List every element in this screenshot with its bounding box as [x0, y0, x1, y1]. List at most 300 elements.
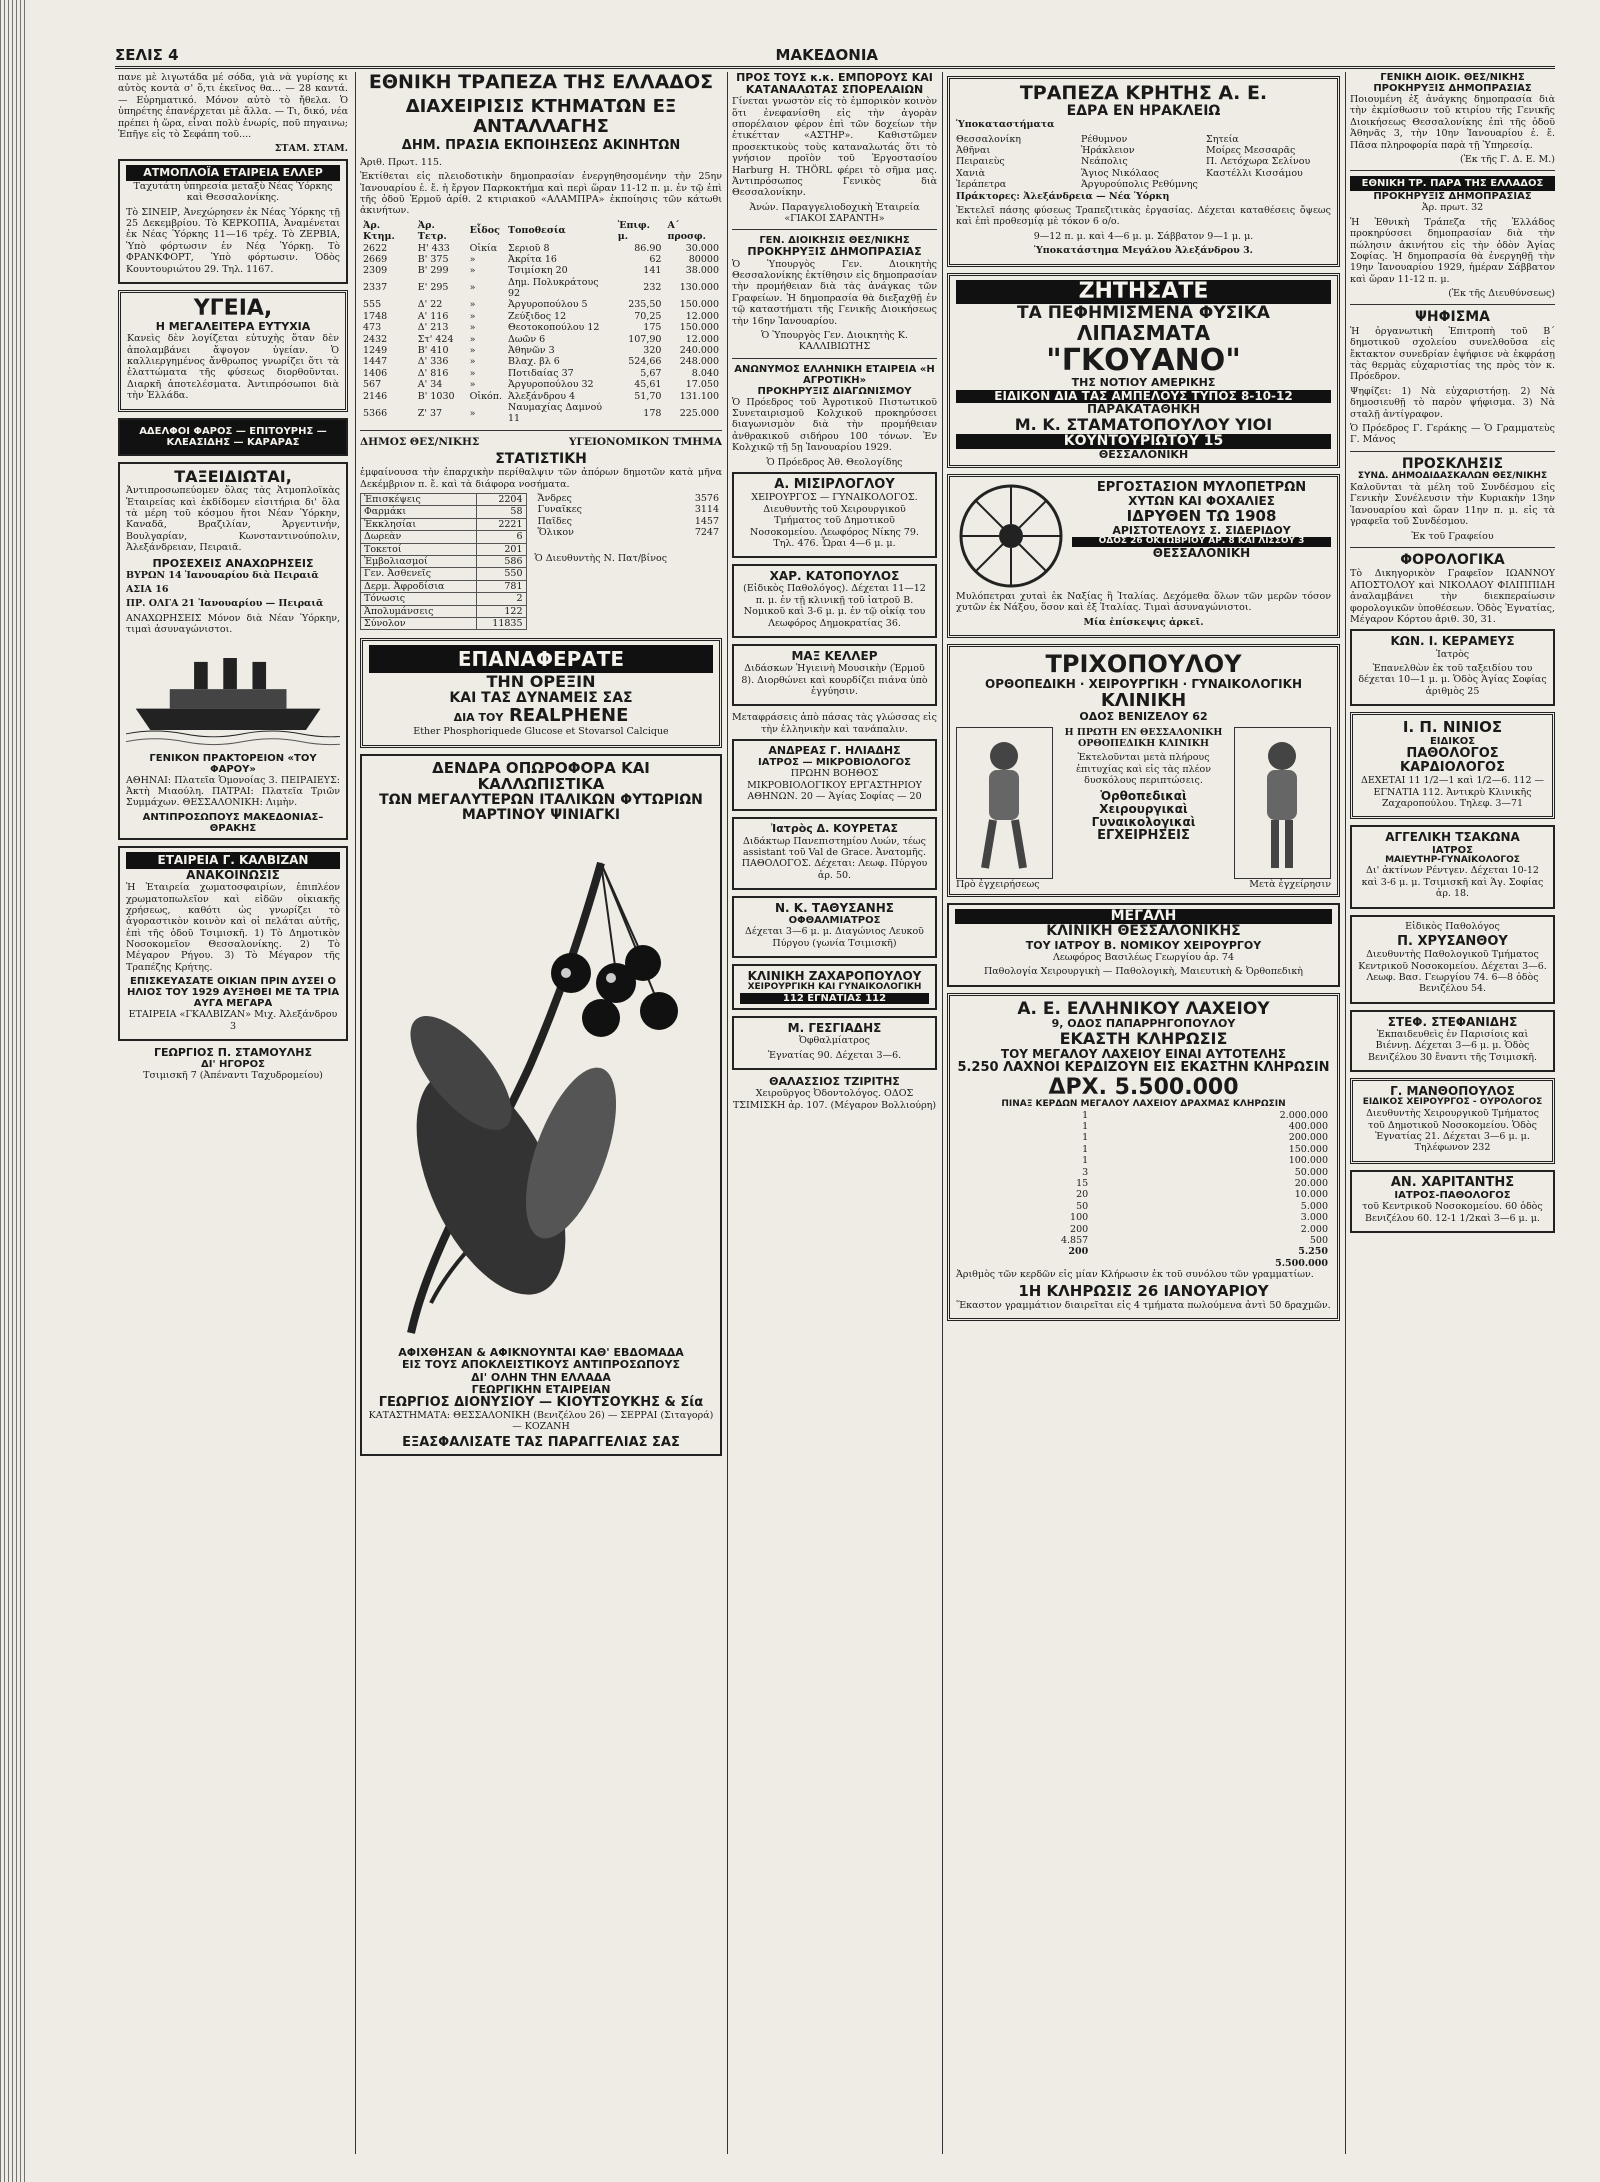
stefanidis-name: ΣΤΕΦ. ΣΤΕΦΑΝΙΔΗΣ [1387, 1014, 1518, 1029]
table-cell: 2337 [363, 282, 388, 294]
table-cell: 232 [643, 282, 662, 294]
health-ad [118, 290, 348, 412]
gesgiadis-body: Ἐγνατίας 90. Δέχεται 3—6. [767, 1049, 902, 1061]
table-cell: Ὅλικον [537, 527, 574, 539]
ntbank-subtitle: ΠΡΟΚΗΡΥΞΙΣ ΔΗΜΟΠΡΑΣΙΑΣ [1373, 191, 1532, 203]
agency-name: ΓΕΝΙΚΟΝ ΠΡΑΚΤΟΡΕΙΟΝ «ΤΟΥ ΦΑΡΟΥ» [149, 752, 317, 775]
table-cell: 30.000 [685, 242, 719, 254]
table-cell: » [469, 367, 476, 379]
table-cell: 130.000 [679, 282, 719, 294]
table-cell: 2.000.000 [1279, 1109, 1328, 1121]
stats-block [360, 493, 722, 630]
table-cell: 7247 [694, 527, 719, 539]
table-cell: Ἀλεξάνδρου 4 [508, 390, 576, 402]
guano-line2: ΤΑ ΠΕΦΗΜΙΣΜΕΝΑ ΦΥΣΙΚΑ [1017, 302, 1270, 323]
guano-street: ΚΟΥΝΤΟΥΡΙΩΤΟΥ 15 [956, 434, 1331, 449]
manthopoulos-name: Γ. ΜΑΝΘΟΠΟΥΛΟΣ [1390, 1084, 1515, 1099]
branch-name: Σητεία [1206, 133, 1239, 145]
branch-name: Νεάπολις [1081, 156, 1128, 168]
table-row [535, 493, 722, 504]
table-row [361, 494, 527, 506]
clinic-specialties: ΟΡΘΟΠΕΔΙΚΗ · ΧΕΙΡΟΥΡΓΙΚΗ · ΓΥΝΑΙΚΟΛΟΓΙΚΗ [985, 676, 1302, 691]
gesgiadis-title: Ὀφθαλμίατρος [799, 1035, 870, 1047]
bank-subtitle: ΔΙΑΧΕΙΡΙΣΙΣ ΚΤΗΜΑΤΩΝ ΕΞ ΑΝΤΑΛΛΑΓΗΣ [405, 95, 677, 137]
table-cell: 20.000 [1294, 1177, 1328, 1189]
millstone-owner: ΑΡΙΣΤΟΤΕΛΟΥΣ Σ. ΣΙΔΕΡΙΔΟΥ [1112, 523, 1291, 537]
table-cell: » [469, 282, 476, 294]
stamoulis-title: ΔΙ' ΗΓΟΡΟΣ [201, 1059, 265, 1071]
table-cell: 6 [477, 531, 526, 543]
table-cell: 12.000 [685, 310, 719, 322]
tax-title: ΦΟΡΟΛΟΓΙΚΑ [1400, 552, 1505, 568]
gesgiadis-card [732, 1016, 937, 1070]
table-row [956, 1110, 1331, 1121]
agency-address: ΑΘΗΝΑΙ: Πλατεῖα Ὁμονοίας 3. ΠΕΙΡΑΙΕΥΣ: Ἀκτὴ Μιαούλη. ΠΑΤΡΑΙ: Πλατεῖα Τριῶν Συμμάχων. ΘΕΣΣΑΛΟΝΙΚΗ: Λιμὴν. [126, 774, 340, 809]
table-cell: 50.000 [1294, 1166, 1328, 1178]
stats-department: ΔΗΜΟΣ ΘΕΣ/ΝΙΚΗΣ [360, 435, 480, 448]
story-author: ΣΤΑΜ. ΣΤΑΜ. [274, 143, 348, 155]
table-cell: 200.000 [1288, 1132, 1328, 1144]
table-cell: Ἀθηνῶν 3 [508, 345, 555, 357]
tsakona-specialty: ΜΑΙΕΥΤΗΡ-ΓΥΝΑΙΚΟΛΟΓΟΣ [1385, 854, 1520, 865]
table-cell: 4.857 [1060, 1234, 1089, 1246]
misirloglou-card [732, 472, 937, 558]
table-cell: Τσιμίσκη 20 [508, 265, 568, 277]
crete-branches [956, 134, 1331, 191]
guano-line3: ΛΙΠΑΣΜΑΤΑ [1076, 321, 1211, 346]
table-cell: Α' 116 [417, 310, 449, 322]
kalvizan-title: ΕΤΑΙΡΕΙΑ Γ. ΚΑΛΒΙΖΑΝ [126, 852, 340, 869]
ninios-body: ΔΕΧΕΤΑΙ 11 1/2—1 καὶ 1/2—6. 112 — ΕΓΝΑΤΙΑ 112. Ἀντικρὺ Κλινικῆς Ζαχαροπούλου. Τηλεφ. 3—71 [1360, 775, 1545, 809]
branch-name: Θεσσαλονίκη [956, 133, 1021, 145]
table-cell: 400.000 [1288, 1121, 1328, 1133]
misirloglou-body: ΧΕΙΡΟΥΡΓΟΣ — ΓΥΝΑΙΚΟΛΟΓΟΣ. Διευθυντὴς τοῦ Χειρουργικοῦ Τμήματος τοῦ Δημοτικοῦ Νοσοκομείου. Λεωφόρος Νίκης 79. Τηλ. 476. Ὧραι 4—6 μ. μ. [750, 492, 919, 549]
lottery-independent: ΤΟΥ ΜΕΓΑΛΟΥ ΛΑΧΕΙΟΥ ΕΙΝΑΙ ΑΥΤΟΤΕΛΗΣ [1000, 1047, 1287, 1062]
table-cell: 1 [1082, 1109, 1089, 1121]
table-cell: 5.000 [1300, 1200, 1328, 1212]
table-cell: 62 [649, 253, 662, 265]
auction-title: ΔΗΜ. ΠΡΑΣΙΑ ΕΚΠΟΙΗΣΕΩΣ ΑΚΙΝΗΤΩΝ [401, 138, 681, 154]
table-cell: Στ' 424 [417, 333, 454, 345]
tziritis-name: ΘΑΛΑΣΣΙΟΣ ΤΖΙΡΙΤΗΣ [769, 1075, 900, 1089]
table-cell: » [469, 356, 476, 368]
table-cell: Τοκετοί [361, 543, 477, 555]
table-cell: Ποτιδαίας 37 [508, 367, 574, 379]
table-cell: Παῖδες [537, 515, 572, 527]
lottery-note: Ἕκαστον γραμμάτιον διαιρεῖται εἰς 4 τμήματα πωλούμενα ἀντὶ 50 δραχμῶν. [956, 1299, 1331, 1311]
branch-name: Ἱεράπετρα [956, 179, 1007, 191]
table-cell: 12.000 [685, 333, 719, 345]
governorate-5-title: ΓΕΝΙΚΗ ΔΙΟΙΚ. ΘΕΣ/ΝΙΚΗΣ [1380, 72, 1525, 83]
charitantis-card [1350, 1170, 1555, 1233]
photo-after-surgery [1234, 727, 1331, 879]
shipping-ad [118, 159, 348, 284]
departure-1: ΒΥΡΩΝ 14 Ἰανουαρίου διὰ Πειραιᾶ [126, 569, 319, 581]
table-row [361, 518, 527, 530]
table-cell: 500 [1309, 1234, 1328, 1246]
stefanidis-body: Ἐκπαιδευθεὶς ἐν Παρισίοις καὶ Βιέννῃ. Δέχεται 3—6 μ. μ. Ὁδὸς Βενιζέλου 30 ἔναντι τῆς Τσιμισκῆ. [1367, 1029, 1538, 1063]
millstone-body: Μυλόπετραι χυταὶ ἐκ Ναξίας ἢ Ἰταλίας. Δεχόμεθα ὅλων τῶν μερῶν τόσον χυτῶν ἐκ Νάξου, ὅσον καὶ ἐξ Ἰταλίας. Τιμαὶ ἀσυναγώνιστοι. [956, 591, 1331, 614]
chrysanthou-body: Διευθυντὴς Παθολογικοῦ Τμήματος Κεντρικοῦ Νοσοκομείου. Δέχεται 3—6. Λεωφ. Βασ. Γεωργίου 74. 6—8 ὁδὸς Βενιζέλου 54. [1358, 949, 1547, 995]
seed-oil-sign: Ἀνών. Παραγγελιοδοχικὴ Ἑταιρεία «ΓΙΑΚΟΙ ΣΑΡΑΝΤΗ» [749, 201, 920, 225]
resolution-votes: Ψηφίζει: 1) Νὰ εὐχαριστήσῃ. 2) Νὰ δημοσιευθῇ τὸ παρὸν ψήφισμα. 3) Νὰ σταλῇ ἀντίγραφον. [1350, 385, 1555, 420]
table-cell: 5.500.000 [1275, 1257, 1328, 1269]
table-row [360, 277, 722, 300]
tathysanis-card [732, 896, 937, 958]
table-row [360, 402, 722, 425]
table-row [956, 1121, 1331, 1132]
table-cell: 10.000 [1294, 1189, 1328, 1201]
table-cell: 58 [477, 506, 526, 518]
charitantis-title: ΙΑΤΡΟΣ-ΠΑΘΟΛΟΓΟΣ [1394, 1190, 1511, 1202]
kalvizan-notice: ΕΠΙΣΚΕΥΑΣΑΤΕ ΟΙΚΙΑΝ ΠΡΙΝ ΔΥΣΕΙ Ο ΗΛΙΟΣ ΤΟΥ 1929 ΑΥΞΗΘΕΙ ΜΕ ΤΑ ΤΡΙΑ ΑΥΓΑ ΜΕΓΑΡΑ [126, 976, 340, 1010]
trees-bottom-3: ΔΙ' ΟΛΗΝ ΤΗΝ ΕΛΛΑΔΑ [471, 1370, 611, 1384]
branch-name: Ἀθῆναι [956, 145, 991, 157]
table-row [360, 391, 722, 402]
trees-grower: ΜΑΡΤΙΝΟΥ ΨΙΝΙΑΓΚΙ [461, 806, 621, 823]
table-cell: Δ' 336 [417, 356, 449, 368]
branch-name: Καστέλλι Κισσάμου [1206, 167, 1303, 179]
table-cell: 240.000 [679, 345, 719, 357]
table-cell: Ἐμβολιασμοί [361, 556, 477, 568]
shipping-title: ΑΤΜΟΠΛΟΪΑ ΕΤΑΙΡΕΙΑ ΕΛΛΕΡ [126, 165, 340, 181]
table-cell: 5366 [363, 407, 388, 419]
stats-table [360, 493, 527, 630]
table-cell: 100.000 [1288, 1155, 1328, 1167]
table-cell: 1406 [363, 367, 388, 379]
table-cell: Βλαχ. βλ 6 [508, 356, 560, 368]
kalvizan-subtitle: ΑΝΑΚΟΙΝΩΣΙΣ [186, 867, 280, 882]
table-row [956, 1246, 1331, 1257]
table-cell: 2669 [363, 253, 388, 265]
crete-bank-seat: ΕΔΡΑ ΕΝ ΗΡΑΚΛΕΙΩ [1066, 102, 1221, 119]
stats-sign: Ὁ Διευθυντὴς Ν. Πατ/βίνος [534, 552, 668, 564]
table-row [360, 334, 722, 345]
charitantis-name: ΑΝ. ΧΑΡΙΤΑΝΤΗΣ [1390, 1174, 1515, 1190]
table-cell: Ε' 295 [417, 282, 449, 294]
table-cell: Η' 433 [417, 242, 450, 254]
millstone-visit: Μία ἐπίσκεψις ἀρκεῖ. [1083, 616, 1204, 628]
nomikos-address: Λεωφόρος Βασιλέως Γεωργίου ἀρ. 74 [1052, 951, 1235, 963]
table-row [956, 1178, 1331, 1189]
crete-hours: 9—12 π. μ. καὶ 4—6 μ. μ. Σάββατον 9—1 μ. μ. [1033, 230, 1254, 242]
departure-note: ΑΝΑΧΩΡΗΣΕΙΣ Μόνον διὰ Νέαν Ὑόρκην, τιμαὶ ἀσυναγώνιστοι. [126, 612, 340, 636]
bank-title: ΕΘΝΙΚΗ ΤΡΑΠΕΖΑ ΤΗΣ ΕΛΛΑΔΟΣ [368, 72, 714, 93]
invitation-subtitle: ΣΥΝΔ. ΔΗΜΟΔΙΔΑΣΚΑΛΩΝ ΘΕΣ/ΝΙΚΗΣ [1357, 471, 1548, 482]
table-cell: 473 [363, 322, 382, 334]
stats-title: ΣΤΑΤΙΣΤΙΚΗ [495, 450, 587, 467]
table-cell: 11835 [477, 617, 526, 629]
table-cell: 567 [363, 379, 382, 391]
charitantis-body: τοῦ Κεντρικοῦ Νοσοκομείου. 60 ὁδὸς Βενιζέλου 60. 12-1 1/2καὶ 3—6 μ. μ. [1362, 1201, 1543, 1224]
table-cell: 70,25 [634, 310, 662, 322]
table-header-cell: Α΄ προσφ. [667, 219, 706, 243]
ntbank-title: ΕΘΝΙΚΗ ΤΡ. ΠΑΡΑ ΤΗΣ ΕΛΛΑΔΟΣ [1350, 176, 1555, 191]
page-number: ΣΕΛΙΣ 4 [115, 46, 179, 64]
invitation-title: ΠΡΟΣΚΛΗΣΙΣ [1401, 455, 1504, 472]
guano-brand: "ΓΚΟΥΑΝΟ" [1046, 343, 1241, 379]
branch-name: Ἀργυρούπολις Ρεθύμνης [1081, 179, 1198, 191]
table-cell: Θεοτοκοπούλου 12 [508, 322, 600, 334]
trees-bottom-4: ΓΕΩΡΓΙΚΗΝ ΕΤΑΙΡΕΙΑΝ [471, 1382, 611, 1396]
column-4 [947, 72, 1340, 2154]
table-cell: 1 [1082, 1143, 1089, 1155]
table-cell: 50 [1076, 1200, 1089, 1212]
table-cell: 5.250 [1298, 1246, 1328, 1258]
tathysanis-name: Ν. Κ. ΤΑΘΥΣΑΝΗΣ [775, 901, 894, 916]
stamoulis-address: Τσιμισκῆ 7 (Ἀπέναντι Ταχυδρομείου) [143, 1070, 323, 1082]
table-row [360, 322, 722, 333]
table-row [535, 504, 722, 515]
table-cell: 86.90 [634, 242, 662, 254]
table-row [360, 254, 722, 265]
table-header-cell: Ἀρ. Τετρ. [417, 219, 447, 243]
nomikos-clinic-ad [947, 903, 1340, 987]
clinic-body: Ἐκτελοῦνται μετὰ πλήρους ἐπιτυχίας καὶ εἰς τὰς πλέον δυσκόλους περιπτώσεις. [1075, 752, 1212, 787]
table-cell: 550 [477, 568, 526, 580]
table-row [361, 617, 527, 629]
nomikos-departments: Παθολογία Χειρουργικὴ — Παθολογικὴ, Μαιευτικὴ & Ὀρθοπεδικὴ [983, 966, 1304, 978]
table-cell: 248.000 [679, 356, 719, 368]
table-cell: 45,61 [634, 379, 662, 391]
table-cell: Οἰκόπ. [469, 390, 503, 402]
table-cell: 150.000 [679, 322, 719, 334]
table-cell: 200 [1068, 1246, 1089, 1258]
kalvizan-company: ΕΤΑΙΡΕΙΑ «ΓΚΑΛΒΙΖΑΝ» Μιχ. Ἀλεξάνδρου 3 [128, 1009, 338, 1032]
table-row [535, 527, 722, 538]
table-cell: Γεν. Ἀσθενεῖς [361, 568, 477, 580]
table-cell: Οἰκία [469, 242, 498, 254]
table-cell: Β' 410 [417, 345, 449, 357]
table-cell: Ἀκρίτα 16 [508, 253, 557, 265]
pharos-banner [118, 418, 348, 456]
millstone-illustration [956, 481, 1066, 591]
table-cell: 178 [643, 407, 662, 419]
trees-stores: ΚΑΤΑΣΤΗΜΑΤΑ: ΘΕΣΣΑΛΟΝΙΚΗ (Βενιζέλου 26) — ΣΕΡΡΑΙ (Σιταγορά) — ΚΟΖΑΝΗ [368, 1409, 714, 1433]
manthopoulos-body: Διευθυντὴς Χειρουργικοῦ Τμήματος τοῦ Δημοτικοῦ Νοσοκομείου. Ὁδὸς Ἐγνατίας 21. Δέχεται 3—6 μ. μ. Τηλέφωνον 232 [1366, 1108, 1539, 1154]
clinic-title: ΚΛΙΝΙΚΗ [1100, 689, 1187, 711]
realphene-title: ΕΠΑΝΑΦΕΡΑΤΕ [369, 645, 713, 673]
kerameus-title: Ἰατρὸς [1435, 648, 1470, 660]
nomikos-doctor: ΤΟΥ ΙΑΤΡΟΥ Β. ΝΟΜΙΚΟΥ ΧΕΙΡΟΥΡΓΟΥ [1025, 938, 1262, 952]
travel-body: Ἀντιπροσωπεύομεν ὅλας τὰς Ἀτμοπλοϊκὰς Ἑταιρείας καὶ ἐκδίδομεν εἰσιτήρια δι' ὅλα τὰ μέρη τοῦ κόσμου ἤτοι Νέαν Ὑόρκην, Καναδᾶ, Βραζιλίαν, Ἀργεντινήν, Βουλγαρίαν, Κωνσταντινούπολιν, Ἀλεξάνδρειαν, Πειραιᾶ. [126, 485, 340, 554]
table-cell: Ἄνδρες [537, 493, 572, 505]
table-row [360, 265, 722, 276]
masthead [115, 44, 1555, 69]
table-cell: Ναυμαχίας Δαμνού 11 [508, 401, 603, 425]
table-row [956, 1144, 1331, 1155]
trees-cta: ΕΞΑΣΦΑΛΙΣΑΤΕ ΤΑΣ ΠΑΡΑΓΓΕΛΙΑΣ ΣΑΣ [402, 1434, 680, 1450]
table-cell: 2221 [477, 518, 526, 530]
table-row [361, 543, 527, 555]
auction-lead: Ἐκτίθεται εἰς πλειοδοτικὴν δημοπρασίαν ἐνεργηθησομένην τὴν 25ην Ἰανουαρίου ἐ. ἔ. ἡ ἔργον Παρκοκτήμα καὶ περὶ ὥραν 11-12 π. μ. ἐν τῷ ἐπὶ τῆς ὁδοῦ Ἑρμοῦ ἀρίθ. 2 κτιριακοῦ «ΑΛΑΜΠΡΑ» ἐκποίησις τῶν κάτωθι ἀκινήτων. [360, 171, 722, 217]
stamoulis-name: ΓΕΩΡΓΙΟΣ Π. ΣΤΑΜΟΥΛΗΣ [154, 1046, 312, 1060]
table-cell: 2309 [363, 265, 388, 277]
table-row [361, 556, 527, 568]
kerameus-card [1350, 629, 1555, 706]
table-row [360, 311, 722, 322]
kalvizan-body: Ἡ Ἑταιρεία χωματοσφαιρίων, ἐπιπλέον χρωματοπωλεῖον καὶ εἰδῶν οἰκιακῆς χρήσεως, καθότι ὡς γνωρίζει τὸ ἀγοραστικὸν κοινὸν καὶ οἱ πελάται αὐτῆς, ἐπὶ τῆς ὁδοῦ Τσιμισκῆ. 1) Τὸ Δημοτικὸν Νοσοκομεῖον Θεσσαλονίκης. 2) Τὸ Μέγαρον Ρήγου. 3) Τὸ Μέγαρον τῆς Τραπέζης Κρήτης. [126, 882, 340, 973]
trees-bottom-1: ΑΦΙΧΘΗΣΑΝ & ΑΦΙΚΝΟΥΝΤΑΙ ΚΑΘ' ΕΒΔΟΜΑΔΑ [398, 1346, 684, 1360]
iliadis-name: ΑΝΔΡΕΑΣ Γ. ΗΛΙΑΔΗΣ [768, 744, 901, 758]
clinic-owner: ΤΡΙΧΟΠΟΥΛΟΥ [1045, 650, 1242, 679]
table-row [956, 1235, 1331, 1246]
governorate-body: Ὁ Ὑπουργὸς Γεν. Διοικητὴς Θεσσαλονίκης ἐκτίθησιν εἰς δημοπρασίαν τὴν προμήθειαν διὰ τὰς ἀνάγκας τῶν Γραφείων. Ἡ δημοπρασία θὰ διεξαχθῇ ἐν τῷ καταστήματι τῆς Γενικῆς Διοικήσεως τὴν 16ην Ἰανουαρίου. [732, 258, 937, 327]
table-cell: Δ' 22 [417, 299, 443, 311]
governorate-title: ΓΕΝ. ΔΙΟΙΚΗΣΙΣ ΘΕΣ/ΝΙΚΗΣ [759, 235, 910, 247]
crete-branches-label: Ὑποκαταστήματα [956, 119, 1055, 131]
stats-side-table [535, 493, 722, 539]
column-2 [360, 72, 722, 2154]
table-cell: » [469, 310, 476, 322]
guano-depot: ΠΑΡΑΚΑΤΑΘΗΚΗ [1086, 401, 1201, 416]
table-cell: » [469, 322, 476, 334]
clinic-op-1: Ὀρθοπεδικαὶ [1100, 788, 1187, 803]
realphene-brand: REALPHENE [508, 705, 629, 727]
millstone-founded: ΙΔΡΥΘΕΝ ΤΩ 1908 [1126, 507, 1277, 526]
table-row [956, 1132, 1331, 1143]
table-cell: 781 [477, 580, 526, 592]
governorate-5-subtitle: ΠΡΟΚΗΡΥΞΙΣ ΔΗΜΟΠΡΑΣΙΑΣ [1373, 83, 1532, 94]
table-header-cell: Εἶδος [469, 225, 500, 237]
stefanidis-card [1350, 1010, 1555, 1072]
table-cell: 80000 [688, 253, 719, 265]
table-row [956, 1167, 1331, 1178]
chrysanthou-name: Π. ΧΡΥΣΑΝΘΟΥ [1397, 934, 1508, 949]
trees-ad [360, 754, 722, 1457]
table-cell: 8.040 [691, 367, 719, 379]
table-row [361, 568, 527, 580]
table-cell: Β' 375 [417, 253, 449, 265]
guano-type: ΕΙΔΙΚΟΝ ΔΙΑ ΤΑΣ ΑΜΠΕΛΟΥΣ ΤΥΠΟΣ 8-10-12 [956, 390, 1331, 403]
table-cell: » [469, 265, 476, 277]
millstone-subtitle: ΧΥΤΩΝ ΚΑΙ ΦΟΧΑΛΙΕΣ [1128, 494, 1275, 509]
zacharopoulou-name: ΚΛΙΝΙΚΗ ΖΑΧΑΡΟΠΟΥΛΟΥ [747, 969, 922, 984]
steamship-illustration [126, 639, 340, 749]
branch-name: Ἅγιος Νικόλαος [1081, 167, 1159, 179]
caption-after: Μετὰ ἐγχείρησιν [1249, 878, 1331, 890]
katopoulos-name: ΧΑΡ. ΚΑΤΟΠΟΥΛΟΣ [769, 569, 900, 584]
table-row [956, 1155, 1331, 1166]
crete-agents: Πράκτορες: Ἀλεξάνδρεια — Νέα Ὑόρκη [956, 190, 1170, 202]
keller-body: Διδάσκων Ἡγιεινὴ Μουσικὴν (Ἑρμοῦ 8). Διορθώνει καὶ κουρδίζει πιάνα ὑπὸ ἐγγύησιν. [741, 663, 928, 698]
tziritis-card [732, 1076, 937, 1111]
lottery-date: 1Η ΚΛΗΡΩΣΙΣ 26 ΙΑΝΟΥΑΡΙΟΥ [1018, 1282, 1269, 1301]
kerameus-body: Ἐπανελθὼν ἐκ τοῦ ταξειδίου του δέχεται 10—1 μ. μ. Ὁδὸς Ἁγίας Σοφίας ἀριθμὸς 25 [1358, 662, 1547, 697]
health-title: ΥΓΕΙΑ, [193, 295, 273, 321]
nomikos-subtitle: ΚΛΙΝΙΚΗ ΘΕΣΣΑΛΟΝΙΚΗΣ [1046, 923, 1241, 940]
lottery-draw: ΕΚΑΣΤΗ ΚΛΗΡΩΣΙΣ [1059, 1029, 1228, 1049]
table-cell: Σύνολον [361, 617, 477, 629]
guano-city: ΘΕΣΣΑΛΟΝΙΚΗ [1098, 447, 1189, 461]
chrysanthou-title: Εἰδικὸς Παθολόγος [1405, 920, 1500, 932]
zacharopoulou-title: ΧΕΙΡΟΥΡΓΙΚΗ ΚΑΙ ΓΥΝΑΙΚΟΛΟΓΙΚΗ [747, 982, 922, 993]
table-cell: 524,66 [628, 356, 662, 368]
table-cell: 15 [1076, 1177, 1089, 1189]
table-cell: 5,67 [640, 367, 662, 379]
tziritis-body: Χειροῦργος Ὀδοντολόγος. ΟΔΟΣ ΤΣΙΜΙΣΚΗ ἀρ. 107. (Μέγαρον Βολλιούρη) [732, 1088, 937, 1111]
clinic-address: ΟΔΟΣ ΒΕΝΙΖΕΛΟΥ 62 [1079, 709, 1208, 723]
departure-2: ΑΣΙΑ 16 [126, 584, 169, 595]
table-row [360, 356, 722, 367]
column-rule [727, 72, 728, 2154]
table-cell: 225.000 [679, 407, 719, 419]
ninios-special: ΕΙΔΙΚΟΣ [1429, 735, 1476, 747]
stats-header [360, 436, 722, 452]
guano-ad [947, 273, 1340, 468]
katopoulos-body: (Εἰδικὸς Παθολόγος). Δέχεται 11—12 π. μ. ἐν τῇ κλινικῇ τοῦ ἰατροῦ Β. Νομικοῦ καὶ 3-6 μ. μ. ἐν τῷ οἰκίᾳ του Λεωφόρος Δημοκρατίας 36. [743, 583, 926, 629]
trees-bottom-2: ΕΙΣ ΤΟΥΣ ΑΠΟΚΛΕΙΣΤΙΚΟΥΣ ΑΝΤΙΠΡΟΣΩΠΟΥΣ [402, 1358, 680, 1372]
table-cell: 150.000 [1288, 1143, 1328, 1155]
ninios-name: Ι. Π. ΝΙΝΙΟΣ [1402, 718, 1503, 737]
table-cell: 3576 [694, 493, 719, 505]
clinic-first: Η ΠΡΩΤΗ ΕΝ ΘΕΣΣΑΛΟΝΙΚΗ ΟΡΘΟΠΕΔΙΚΗ ΚΛΙΝΙΚΗ [1064, 726, 1223, 750]
table-cell: 1748 [363, 310, 388, 322]
guano-company: Μ. Κ. ΣΤΑΜΑΤΟΠΟΥΛΟΥ ΥΙΟΙ [1014, 414, 1273, 434]
table-cell: 3114 [694, 504, 719, 516]
table-cell: 1 [1082, 1121, 1089, 1133]
agrotiki-sign: Ὁ Πρόεδρος Ἀθ. Θεολογίδης [766, 456, 903, 468]
auction-number: Ἀριθ. Πρωτ. 115. [360, 156, 442, 168]
table-cell: Τόνωσις [361, 593, 477, 605]
tsakona-name: ΑΓΓΕΛΙΚΗ ΤΣΑΚΩΝΑ [1385, 830, 1520, 845]
column-1 [118, 72, 348, 2154]
tathysanis-title: ΟΦΘΑΛΜΙΑΤΡΟΣ [788, 915, 881, 927]
chrysanthou-card [1350, 915, 1555, 1004]
table-row [956, 1212, 1331, 1223]
iliadis-body: ΠΡΩΗΝ ΒΟΗΘΟΣ ΜΙΚΡΟΒΙΟΛΟΓΙΚΟΥ ΕΡΓΑΣΤΗΡΙΟΥ ΑΘΗΝΩΝ. 20 — Ἁγίας Σοφίας — 20 [747, 768, 922, 803]
column-rule [1345, 72, 1346, 2154]
newspaper-name: ΜΑΚΕΔΟΝΙΑ [775, 46, 879, 64]
table-cell: 20 [1076, 1189, 1089, 1201]
tathysanis-body: Δέχεται 3—6 μ. μ. Διαγώνιος Λευκοῦ Πύργου (γωνία Τσιμισκῆ) [745, 926, 924, 949]
translations-notice: Μεταφράσεις ἀπὸ πάσας τὰς γλώσσας εἰς τὴν ἑλληνικὴν καὶ τανάπαλιν. [732, 712, 937, 735]
table-row [535, 516, 722, 527]
table-header-cell: Τοποθεσία [508, 225, 566, 237]
shipping-subtitle: Ταχυτάτη ὑπηρεσία μεταξὺ Νέας Ὑόρκης καὶ Θεσσαλονίκης. [133, 180, 333, 204]
table-cell: 201 [477, 543, 526, 555]
branch-name: Ρέθυμνον [1081, 133, 1128, 145]
branch-name: Χανιὰ [956, 167, 986, 179]
clinic-op-4: ΕΓΧΕΙΡΗΣΕΙΣ [1097, 828, 1190, 844]
crete-body: Ἐκτελεῖ πάσης φύσεως Τραπεζιτικὰς ἐργασίας. Δέχεται καταθέσεις ὄψεως καὶ ἐπὶ προθεσμίᾳ μὲ τόκον 6 ο/ο. [956, 205, 1331, 228]
table-row [360, 379, 722, 390]
column-5 [1350, 72, 1555, 2154]
table-cell: 2.000 [1300, 1223, 1328, 1235]
tax-body: Τὸ Δικηγορικὸν Γραφεῖον ΙΩΑΝΝΟΥ ΑΠΟΣΤΟΛΟΥ καὶ ΝΙΚΟΛΑΟΥ ΦΙΛΙΠΠΙΔΗ ἀναλαμβάνει τὴν διεκπεραίωσιν φορολογικῶν ὑποθέσεων. Ὁδὸς Ἐγνατίας, Μέγαρον Κόρτου ἀριθ. 30, 31. [1350, 568, 1555, 625]
column-3 [732, 72, 937, 2154]
zacharopoulou-card [732, 964, 937, 1010]
table-cell: 17.050 [685, 379, 719, 391]
realphene-via: ΔΙΑ ΤΟΥ [453, 711, 504, 725]
table-cell: Ἀργυροπούλου 32 [508, 379, 594, 391]
table-cell: 3 [1082, 1166, 1089, 1178]
lottery-address: 9, ΟΔΟΣ ΠΑΠΑΡΡΗΓΟΠΟΥΛΟΥ [1051, 1017, 1236, 1031]
table-cell: Ζ' 37 [417, 407, 443, 419]
lottery-ad [947, 993, 1340, 1322]
table-cell: 107,90 [628, 333, 662, 345]
trees-subtitle: ΤΩΝ ΜΕΓΑΛΥΤΕΡΩΝ ΙΤΑΛΙΚΩΝ ΦΥΤΩΡΙΩΝ [379, 791, 703, 808]
table-cell: Δημ. Πολυκράτους 92 [508, 276, 599, 300]
keller-card [732, 644, 937, 706]
table-row [956, 1258, 1331, 1269]
table-cell: 141 [643, 265, 662, 277]
agency-representatives: ΑΝΤΙΠΡΟΣΩΠΟΥΣ ΜΑΚΕΔΟΝΙΑΣ–ΘΡΑΚΗΣ [142, 811, 324, 834]
table-cell [956, 1258, 1091, 1269]
governorate-subtitle: ΠΡΟΚΗΡΥΞΙΣ ΔΗΜΟΠΡΑΣΙΑΣ [747, 245, 922, 259]
resolution-sign: Ὁ Πρόεδρος Γ. Γεράκης — Ὁ Γραμματεὺς Γ. Μάνος [1350, 422, 1555, 446]
agrotiki-title: ΑΝΩΝΥΜΟΣ ΕΛΛΗΝΙΚΗ ΕΤΑΙΡΕΙΑ «Η ΑΓΡΟΤΙΚΗ» [734, 363, 935, 386]
